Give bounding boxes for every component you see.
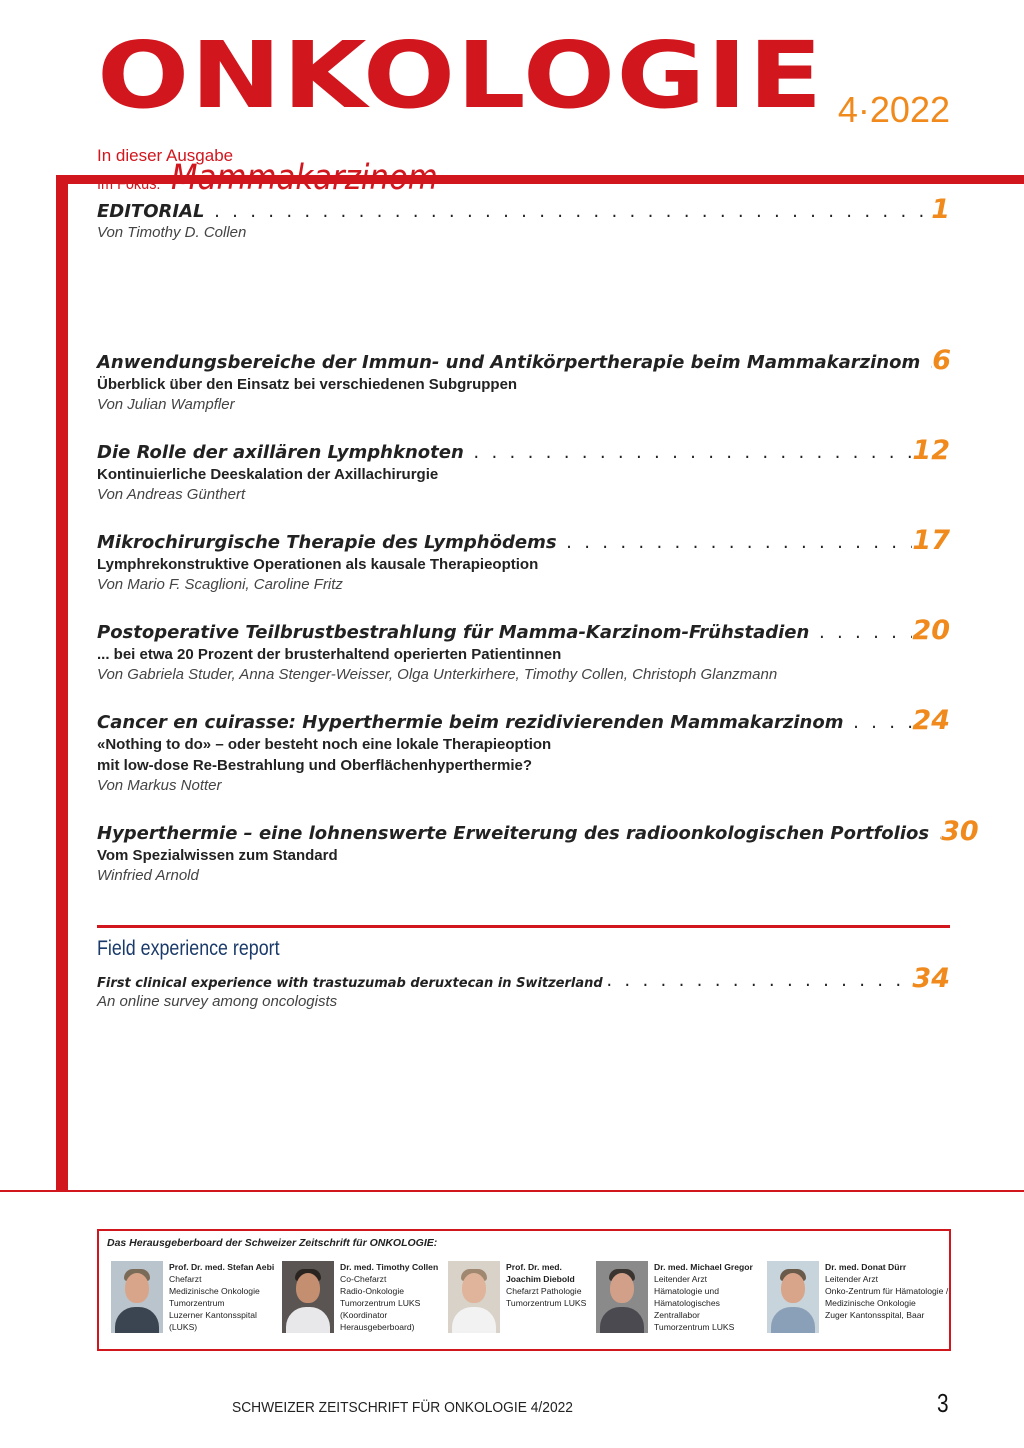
frame-bottom-line [0,1190,1024,1192]
member-role: Herausgeberboard) [340,1322,415,1332]
leader-dots [843,716,912,734]
member-role: Luzerner Kantonsspital [169,1310,257,1320]
toc-entry-lymphknoten[interactable] [97,434,950,505]
member-role: Onko-Zentrum für Hämatologie / [825,1286,949,1296]
member-role: Hämatologisches [654,1298,720,1308]
board-member [282,1261,438,1333]
leader-dots [929,827,941,845]
portrait-photo [448,1261,500,1333]
entry-author: Von Andreas Günthert [97,486,246,503]
entry-author: An online survey among oncologists [97,993,338,1010]
member-role: (LUKS) [169,1322,198,1332]
entry-author: Von Mario F. Scaglioni, Caroline Fritz [97,576,343,593]
member-role: Chefarzt Pathologie [506,1286,582,1296]
toc-entry-field-report[interactable] [97,962,950,1012]
portrait-photo [111,1261,163,1333]
entry-page: 6 [932,345,952,376]
field-report-heading: Field experience report [97,937,280,960]
entry-page: 12 [912,435,950,466]
entry-author: Von Timothy D. Collen [97,224,247,241]
toc-entry-teilbrustbestrahlung[interactable] [97,614,950,685]
board-member [767,1261,948,1333]
frame-left-bar [56,175,68,1191]
focus-heading [97,158,474,198]
entry-page: 20 [912,615,950,646]
entry-title[interactable]: Anwendungsbereiche der Immun- und Antikörpertherapie beim Mammakarzinom [97,352,921,373]
footer-journal-name: SCHWEIZER ZEITSCHRIFT FÜR ONKOLOGIE 4/2022 [232,1399,573,1416]
board-heading: Das Herausgeberboard der Schweizer Zeitschrift für ONKOLOGIE: [107,1237,438,1249]
entry-page: 17 [912,525,950,556]
member-name: Dr. med. Michael Gregor [654,1262,753,1272]
member-role: Medizinische Onkologie [825,1298,916,1308]
member-role: Leitender Arzt [654,1274,708,1284]
portrait-photo [282,1261,334,1333]
member-role: Zentrallabor [654,1310,700,1320]
member-role: Radio-Onkologie [340,1286,405,1296]
member-name: Prof. Dr. med. Stefan Aebi [169,1262,275,1272]
member-name-line2: Joachim Diebold [506,1274,575,1284]
member-role: (Koordinator [340,1310,388,1320]
portrait-photo [596,1261,648,1333]
entry-subtitle: «Nothing to do» – oder besteht noch eine lokale Therapieoption [97,736,552,753]
member-role: Medizinische Onkologie [169,1286,260,1296]
entry-title[interactable]: First clinical experience with trastuzumab deruxtecan in Switzerland [97,976,603,991]
entry-page: 30 [941,816,979,847]
entry-author: Von Julian Wampfler [97,396,235,413]
member-name: Prof. Dr. med. [506,1262,562,1272]
member-role: Chefarzt [169,1274,202,1284]
toc-entry-immuntherapie[interactable] [97,344,950,415]
member-role: Tumorzentrum LUKS [340,1298,421,1308]
board-member [111,1261,274,1333]
toc-entry-lymphoedem[interactable] [97,524,950,595]
entry-subtitle: Überblick über den Einsatz bei verschiedenen Subgruppen [97,376,518,393]
member-role: Tumorzentrum LUKS [506,1298,587,1308]
leader-dots [603,974,913,992]
toc-entry-cancer-en-cuirasse[interactable] [97,704,950,796]
leader-dots [809,626,912,644]
focus-topic: Mammakarzinom [170,158,438,198]
member-role: Co-Chefarzt [340,1274,387,1284]
section-divider [97,925,950,928]
leader-dots [920,356,932,374]
member-role: Zuger Kantonsspital, Baar [825,1310,925,1320]
entry-title[interactable]: Die Rolle der axillären Lymphknoten [97,442,464,463]
entry-page: 24 [912,705,950,736]
header-subtitle: In dieser Ausgabe [97,146,234,165]
focus-label: Im Fokus: [97,174,161,193]
toc-entry-hyperthermie[interactable] [97,815,979,886]
leader-dots [204,205,931,223]
editorial-board-box [97,1229,951,1351]
entry-author: Von Markus Notter [97,777,222,794]
member-role: Hämatologie und [654,1286,719,1296]
issue-number: 4·2022 [837,89,950,130]
portrait-photo [767,1261,819,1333]
board-member [448,1261,586,1333]
entry-title[interactable]: Cancer en cuirasse: Hyperthermie beim rezidivierenden Mammakarzinom [97,712,844,733]
toc-entry-editorial[interactable] [97,193,950,243]
entry-title[interactable]: Hyperthermie – eine lohnenswerte Erweiterung des radioonkologischen Portfolios [97,823,930,844]
entry-subtitle: ... bei etwa 20 Prozent der brusterhaltend operierten Patientinnen [97,646,562,663]
entry-title[interactable]: Postoperative Teilbrustbestrahlung für Mamma-Karzinom-Frühstadien [97,622,810,643]
member-name: Dr. med. Donat Dürr [825,1262,907,1272]
entry-subtitle: Vom Spezialwissen zum Standard [97,847,338,864]
member-name: Dr. med. Timothy Collen [340,1262,439,1272]
entry-title[interactable]: EDITORIAL [97,201,205,222]
entry-subtitle-line2: mit low-dose Re-Bestrahlung und Oberflächenhyperthermie? [97,757,533,774]
entry-subtitle: Lymphrekonstruktive Operationen als kausale Therapieoption [97,556,539,573]
leader-dots [464,446,913,464]
entry-page: 34 [912,963,950,994]
entry-author: Von Gabriela Studer, Anna Stenger-Weisser, Olga Unterkirhere, Timothy Collen, Christoph Glanzmann [97,666,778,683]
entry-title[interactable]: Mikrochirurgische Therapie des Lymphödems [97,532,557,553]
masthead-logo: ONKOLOGIE [97,22,824,129]
board-member [596,1261,753,1333]
entry-page: 1 [931,194,950,225]
page-number: 3 [937,1388,949,1418]
member-role: Leitender Arzt [825,1274,879,1284]
member-role: Tumorzentrum [169,1298,225,1308]
entry-subtitle: Kontinuierliche Deeskalation der Axillachirurgie [97,466,439,483]
leader-dots [557,536,913,554]
member-role: Tumorzentrum LUKS [654,1322,735,1332]
entry-author: Winfried Arnold [97,867,199,884]
